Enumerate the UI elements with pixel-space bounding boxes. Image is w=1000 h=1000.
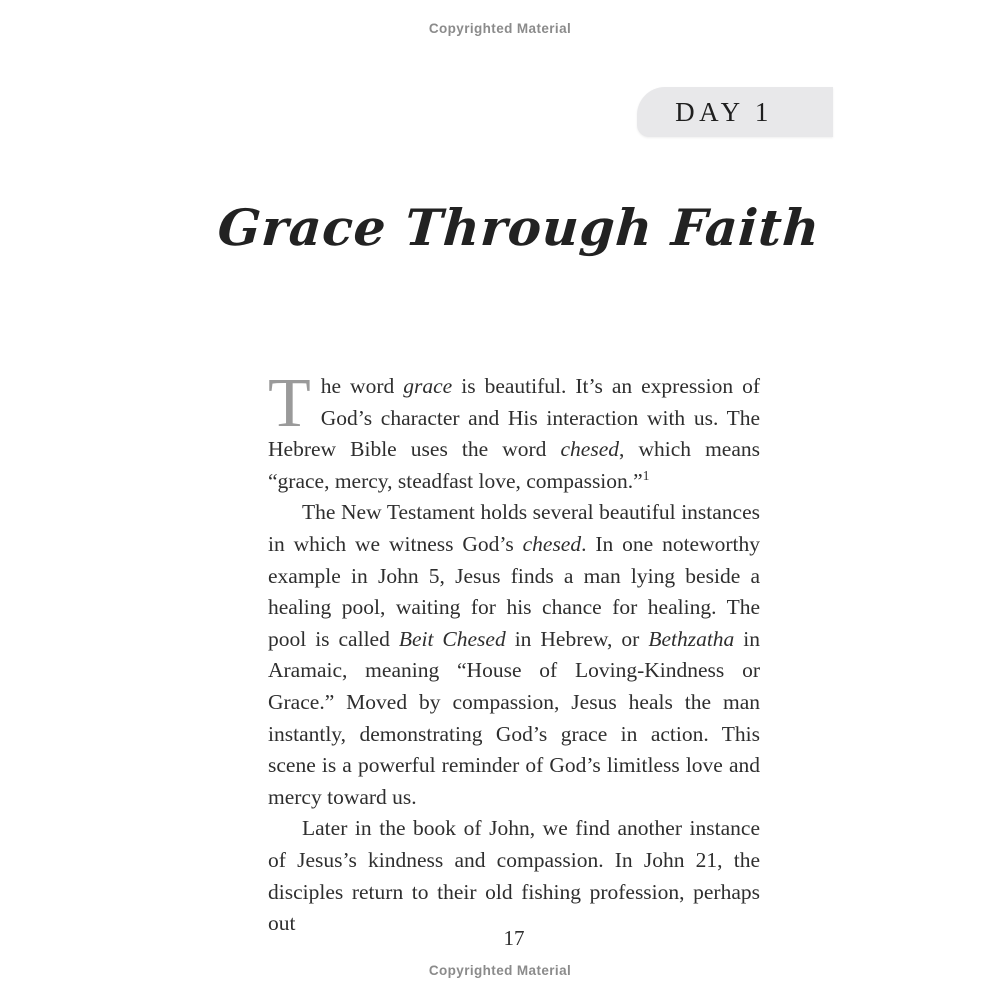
day-tab <box>637 87 833 137</box>
page-number: 17 <box>503 926 525 950</box>
body-text <box>268 365 761 940</box>
body-paragraph-1 <box>268 365 761 497</box>
day-tab-label: DAY 1 <box>675 96 773 127</box>
paragraph-text: he word grace is beautiful. It’s an expression of God’s character and His interaction with us. The Hebrew Bible uses the word chesed, which means “grace, mercy, steadfast love, compassion.”$^1$ <box>268 374 761 493</box>
drop-cap: T <box>268 365 311 442</box>
copyright-bottom-label: Copyrighted Material <box>428 963 572 978</box>
body-paragraph-2: The New Testament holds several beautiful instances in which we witness God’s chesed. In one noteworthy example in John 5, Jesus finds a man lying beside a healing pool, waiting for his chance for healing. The pool is called Beit Chesed in Hebrew, or Bethzatha in Aramaic, meaning “House of Loving-Kindness or Grace.” Moved by compassion, Jesus heals the man instantly, demonstrating God’s grace in action. This scene is a powerful reminder of God’s limitless love and mercy toward us. <box>268 500 761 809</box>
body-paragraph-3: Later in the book of John, we find another instance of Jesus’s kindness and compassion. In John 21, the disciples return to their old fishing profession, perhaps out <box>268 816 760 936</box>
chapter-title: Grace Through Faith <box>215 198 823 257</box>
copyright-top-label: Copyrighted Material <box>428 21 572 36</box>
